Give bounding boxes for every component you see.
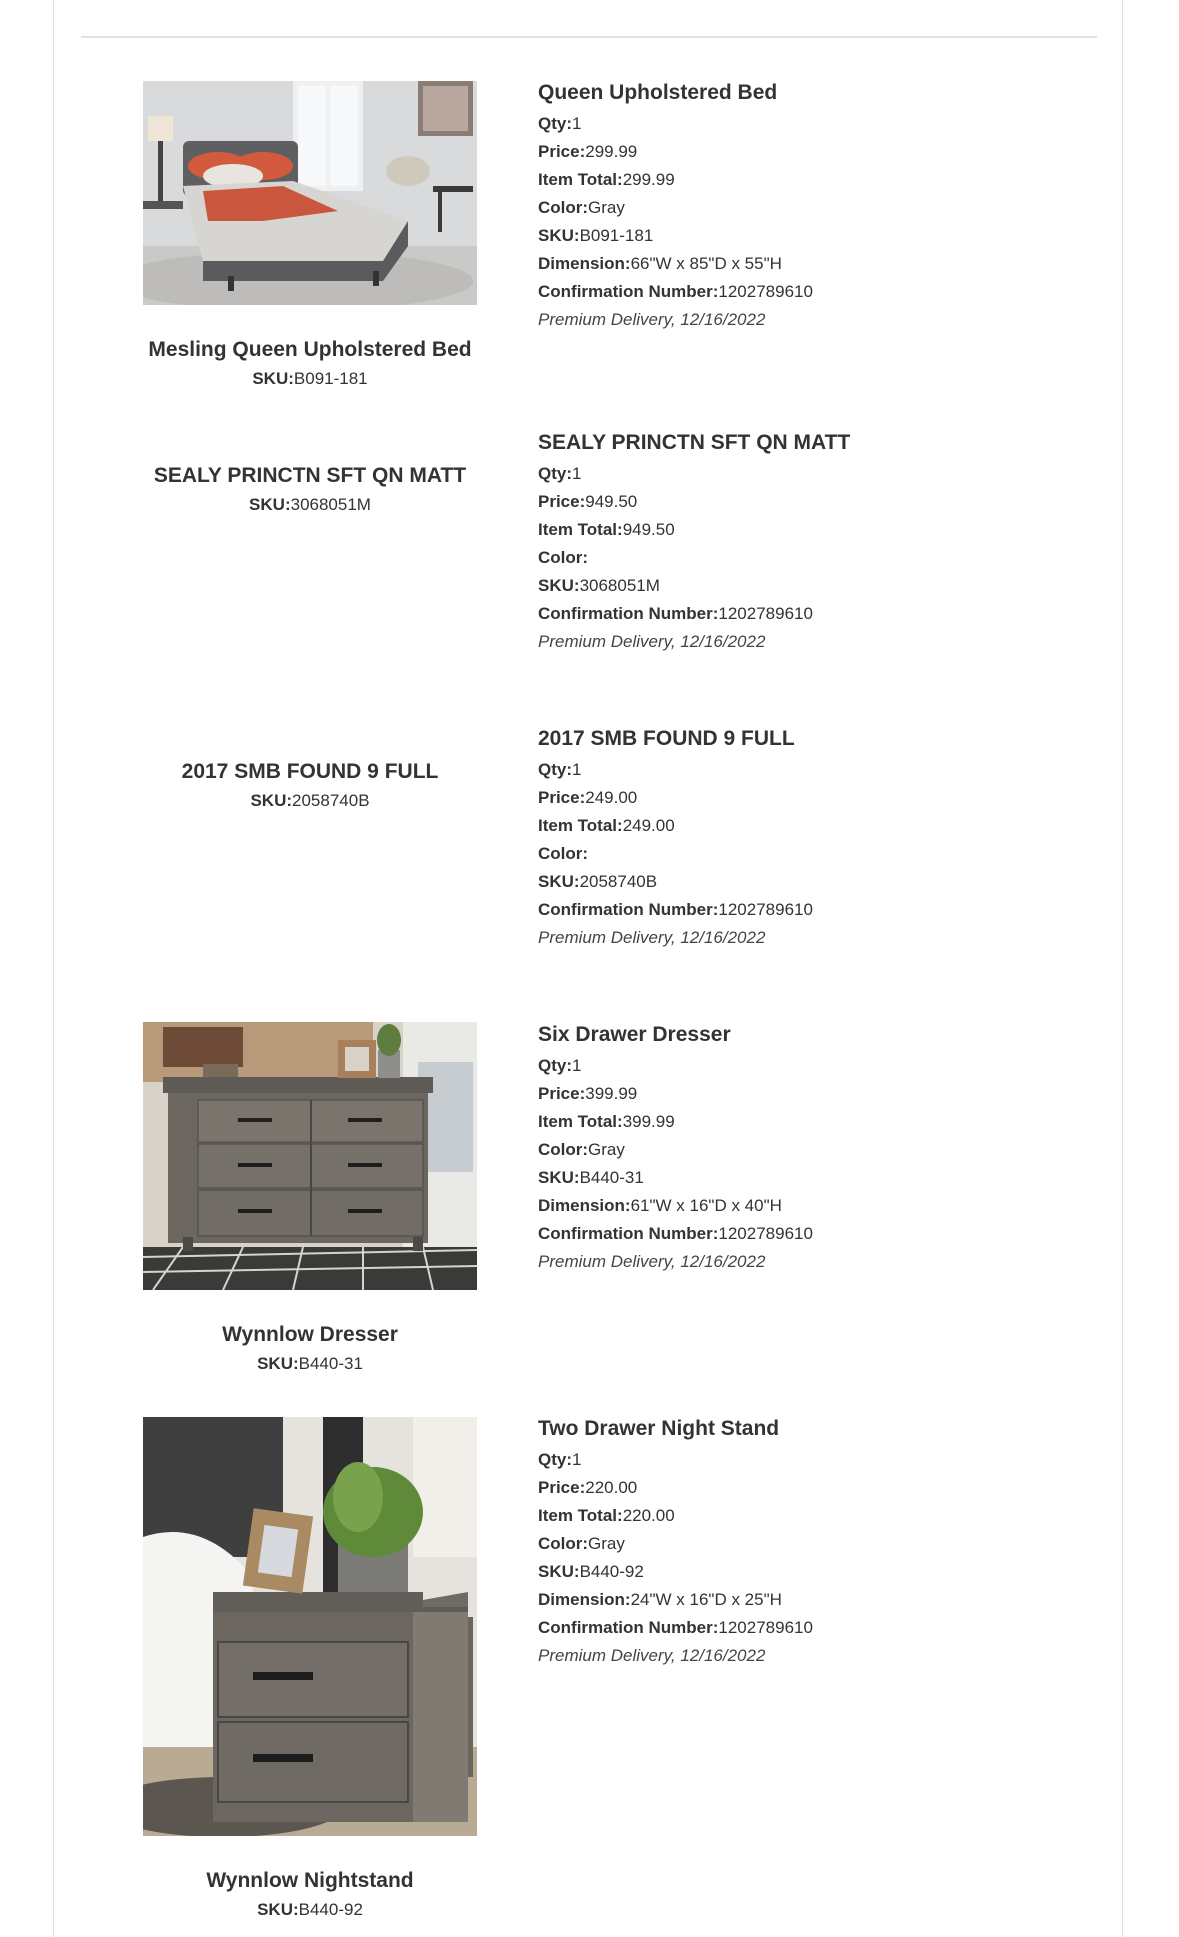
- item-details: [538, 80, 1098, 334]
- product-name[interactable]: Wynnlow Dresser: [222, 1323, 398, 1346]
- color-row: Color:: [538, 548, 589, 567]
- product-summary: [143, 81, 477, 390]
- product-name[interactable]: Wynnlow Nightstand: [206, 1869, 414, 1892]
- item-details: [538, 1416, 1098, 1670]
- product-summary: [143, 463, 477, 516]
- item-title: SEALY PRINCTN SFT QN MATT: [538, 431, 851, 454]
- item-title: 2017 SMB FOUND 9 FULL: [538, 727, 795, 750]
- price-row: Price:220.00: [538, 1478, 638, 1497]
- product-summary: [143, 1022, 477, 1375]
- color-row: Color:Gray: [538, 1534, 625, 1553]
- confirmation-row: Confirmation Number:1202789610: [538, 1224, 813, 1243]
- product-name[interactable]: SEALY PRINCTN SFT QN MATT: [153, 464, 467, 487]
- price-row: Price:249.00: [538, 788, 638, 807]
- item-total-row: Item Total:249.00: [538, 816, 675, 835]
- item-details: [538, 726, 1098, 952]
- item-total-row: Item Total:399.99: [538, 1112, 675, 1131]
- item-total-row: Item Total:220.00: [538, 1506, 675, 1525]
- item-details: [538, 430, 1098, 656]
- delivery-info: Premium Delivery, 12/16/2022: [538, 1252, 766, 1271]
- product-sku: SKU:B440-31: [257, 1354, 363, 1373]
- color-row: Color:Gray: [538, 198, 625, 217]
- price-row: Price:949.50: [538, 492, 638, 511]
- color-row: Color:: [538, 844, 589, 863]
- price-row: Price:299.99: [538, 142, 638, 161]
- qty-row: Qty:1: [538, 464, 582, 483]
- item-title: Six Drawer Dresser: [538, 1023, 731, 1046]
- confirmation-row: Confirmation Number:1202789610: [538, 604, 813, 623]
- sku-row: SKU:B091-181: [538, 226, 654, 245]
- delivery-info: Premium Delivery, 12/16/2022: [538, 928, 766, 947]
- sku-row: SKU:2058740B: [538, 872, 658, 891]
- item-total-row: Item Total:299.99: [538, 170, 675, 189]
- item-title: Two Drawer Night Stand: [538, 1417, 780, 1440]
- qty-row: Qty:1: [538, 1450, 582, 1469]
- item-total-row: Item Total:949.50: [538, 520, 675, 539]
- product-name[interactable]: Mesling Queen Upholstered Bed: [148, 338, 472, 361]
- product-summary: [143, 759, 477, 812]
- color-row: Color:Gray: [538, 1140, 625, 1159]
- dimension-row: Dimension:24"W x 16"D x 25"H: [538, 1590, 782, 1609]
- nightstand-photo-icon[interactable]: [143, 1417, 477, 1836]
- product-sku: SKU:B440-92: [257, 1900, 363, 1919]
- product-sku: SKU:3068051M: [249, 495, 371, 514]
- delivery-info: Premium Delivery, 12/16/2022: [538, 632, 766, 651]
- product-name[interactable]: 2017 SMB FOUND 9 FULL: [181, 760, 439, 783]
- sku-row: SKU:B440-31: [538, 1168, 644, 1187]
- qty-row: Qty:1: [538, 114, 582, 133]
- sku-row: SKU:B440-92: [538, 1562, 644, 1581]
- confirmation-row: Confirmation Number:1202789610: [538, 900, 813, 919]
- delivery-info: Premium Delivery, 12/16/2022: [538, 1646, 766, 1665]
- confirmation-row: Confirmation Number:1202789610: [538, 282, 813, 301]
- delivery-info: Premium Delivery, 12/16/2022: [538, 310, 766, 329]
- dimension-row: Dimension:61"W x 16"D x 40"H: [538, 1196, 782, 1215]
- dresser-photo-icon[interactable]: [143, 1022, 477, 1290]
- qty-row: Qty:1: [538, 1056, 582, 1075]
- product-sku: SKU:2058740B: [250, 791, 370, 810]
- product-summary: [143, 1417, 477, 1921]
- sku-row: SKU:3068051M: [538, 576, 660, 595]
- item-title: Queen Upholstered Bed: [538, 81, 778, 104]
- product-sku: SKU:B091-181: [252, 369, 368, 388]
- confirmation-row: Confirmation Number:1202789610: [538, 1618, 813, 1637]
- divider: [81, 36, 1097, 38]
- item-details: [538, 1022, 1098, 1276]
- bed-photo-icon[interactable]: [143, 81, 477, 305]
- dimension-row: Dimension:66"W x 85"D x 55"H: [538, 254, 782, 273]
- qty-row: Qty:1: [538, 760, 582, 779]
- price-row: Price:399.99: [538, 1084, 638, 1103]
